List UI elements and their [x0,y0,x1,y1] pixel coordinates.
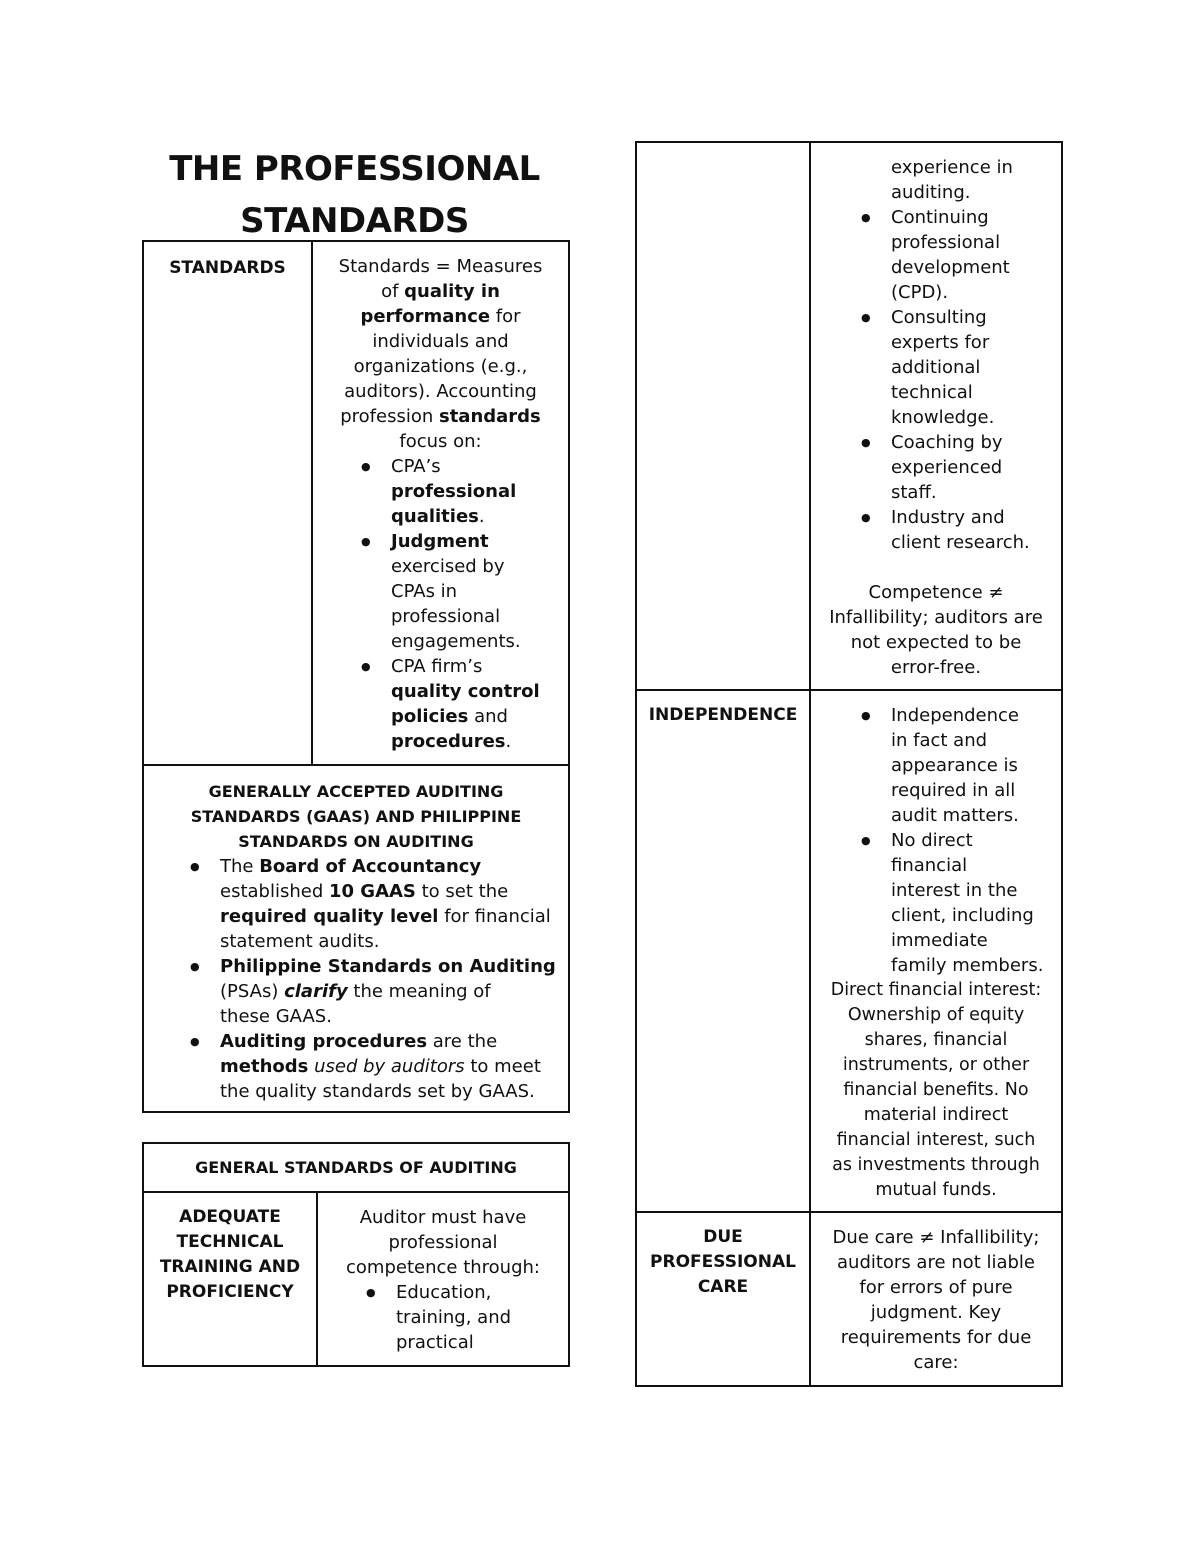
desc-line: individuals and [372,331,509,352]
general-label-cell: ADEQUATE TECHNICAL TRAINING AND PROFICIENCY [143,1192,317,1366]
list-item: ● Continuing professional development (CPD). [857,205,1061,305]
list-item: ● Industry and client research. [857,505,1061,555]
page-title [142,143,567,247]
independence-label-cell [636,690,810,1212]
gaas-bullets [186,854,568,1104]
standards-label-cell [143,241,312,765]
list-item: ● Independence in fact and appearance is required in all audit matters. [857,703,1061,828]
general-desc: Auditor must have professional competence through: [346,1207,540,1278]
desc-line: focus on: [399,431,482,452]
gaas-heading: GENERALLY ACCEPTED AUDITING STANDARDS (GAAS) AND PHILIPPINE STANDARDS ON AUDITING [190,782,522,851]
competence-note: Competence ≠ Infallibility; auditors are not expected to be error-free. [829,582,1043,678]
due-care-desc-cell: Due care ≠ Infallibility; auditors are not liable for errors of pure judgment. Key requirements for due care: [810,1212,1062,1386]
list-item: ● No direct financial interest in the client, including immediate family members. [857,828,1061,978]
continued-cell [810,142,1062,690]
desc-line: of quality in [381,281,500,302]
continued-bullets [857,205,1061,555]
desc-line: performance for [360,306,521,327]
list-item: ● Judgment exercised by CPAs in professional engagements. [357,529,568,654]
standards-desc-cell [312,241,569,765]
general-bullets [362,1280,568,1355]
list-item: ● The Board of Accountancy established 10 GAAS to set the required quality level for financial statement audits. [186,854,568,954]
due-care-label-cell: DUE PROFESSIONAL CARE [636,1212,810,1386]
gaas-cell [143,765,569,1112]
desc-line: profession standards [340,406,541,427]
general-heading-cell [143,1143,569,1192]
title-line: STANDARDS [240,201,469,241]
standards-table [142,240,570,1113]
right-table [635,141,1063,1387]
independence-bullets [857,703,1061,978]
list-item: ● Auditing procedures are the methods used by auditors to meet the quality standards set by GAAS. [186,1029,568,1104]
standards-desc [313,254,568,454]
general-heading: GENERAL STANDARDS OF AUDITING [195,1158,517,1177]
general-standards-table [142,1142,570,1367]
desc-line: auditors). Accounting [344,381,537,402]
general-desc-cell [317,1192,569,1366]
independence-label: INDEPENDENCE [648,705,798,725]
standards-label: STANDARDS [169,258,286,278]
independence-desc-cell [810,690,1062,1212]
list-item: ● Education, training, and practical [362,1280,568,1355]
desc-line: organizations (e.g., [353,356,528,377]
list-item: ● Coaching by experienced staff. [857,430,1061,505]
list-item: ● Consulting experts for additional technical knowledge. [857,305,1061,430]
list-item: ● Philippine Standards on Auditing (PSAs) clarify the meaning of these GAAS. [186,954,568,1029]
continued-lead: experience in auditing. [891,157,1013,203]
title-line: THE PROFESSIONAL [169,149,540,189]
list-item: ● CPA’s professional qualities. [357,454,568,529]
independence-note: Direct financial interest: Ownership of equity shares, financial instruments, or other financial benefits. No material indirect financial interest, such as investments through mutual funds. [830,980,1042,1200]
empty-label-cell [636,142,810,690]
standards-bullets [357,454,568,754]
list-item: ● CPA firm’s quality control policies and procedures. [357,654,568,754]
desc-line: Standards = Measures [338,256,543,277]
